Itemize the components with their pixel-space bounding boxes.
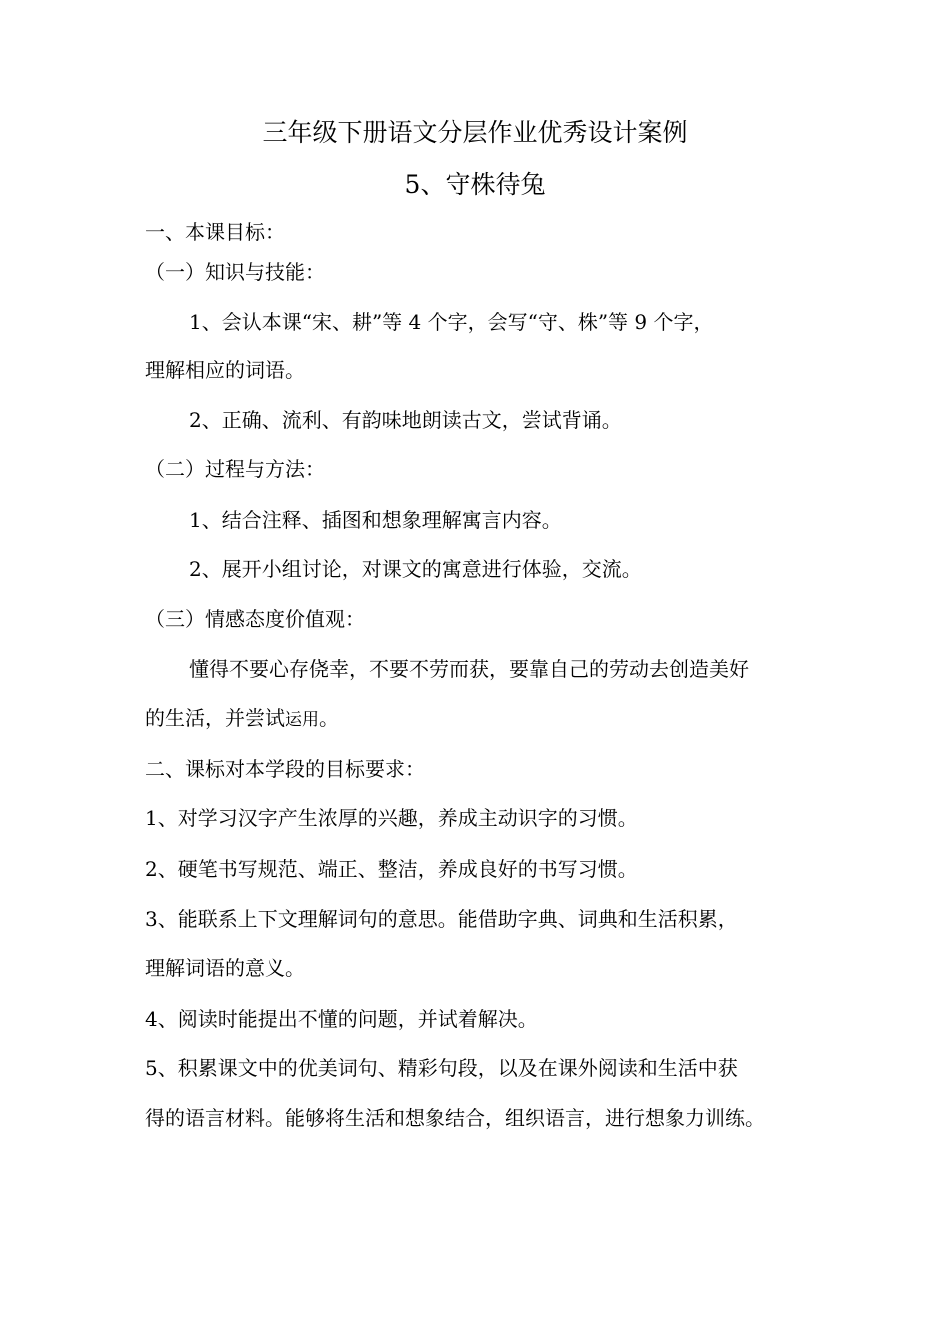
subheading-knowledge-skills: （一）知识与技能： [145,260,325,284]
paragraph-line: 懂得不要心存侥幸，不要不劳而获，要靠自己的劳动去创造美好 [189,657,749,681]
paragraph-line: 3、能联系上下文理解词句的意思。能借助字典、词典和生活积累， [145,907,738,931]
lesson-title: 5、守株待兔 [404,170,546,199]
paragraph-line: 理解相应的词语。 [145,358,305,382]
paragraph-line: 1、对学习汉字产生浓厚的兴趣，养成主动识字的习惯。 [145,806,638,830]
paragraph-line: 4、阅读时能提出不懂的问题，并试着解决。 [145,1007,538,1031]
paragraph-line: 2、硬笔书写规范、端正、整洁，养成良好的书写习惯。 [145,857,638,881]
paragraph-text-small: 运用 [285,710,319,730]
paragraph-line: 理解词语的意义。 [145,956,305,980]
paragraph-line: 1、会认本课“宋、耕”等 4 个字，会写“守、株”等 9 个字， [189,310,714,334]
paragraph-line: 1、结合注释、插图和想象理解寓言内容。 [189,508,562,532]
document-title: 三年级下册语文分层作业优秀设计案例 [262,118,688,147]
section-heading-standards: 二、课标对本学段的目标要求： [145,757,425,781]
section-heading-goals: 一、本课目标： [145,220,285,244]
paragraph-line: 2、展开小组讨论，对课文的寓意进行体验，交流。 [189,557,642,581]
subheading-values: （三）情感态度价值观： [145,607,365,631]
paragraph-line: 得的语言材料。能够将生活和想象结合，组织语言，进行想象力训练。 [145,1106,765,1130]
paragraph-line: 5、积累课文中的优美词句、精彩句段，以及在课外阅读和生活中获 [145,1056,738,1080]
paragraph-line [145,704,339,734]
paragraph-text: 。 [319,706,339,730]
paragraph-line: 2、正确、流利、有韵味地朗读古文，尝试背诵。 [189,408,622,432]
subheading-process-methods: （二）过程与方法： [145,457,325,481]
paragraph-text: 的生活，并尝试 [145,706,285,730]
